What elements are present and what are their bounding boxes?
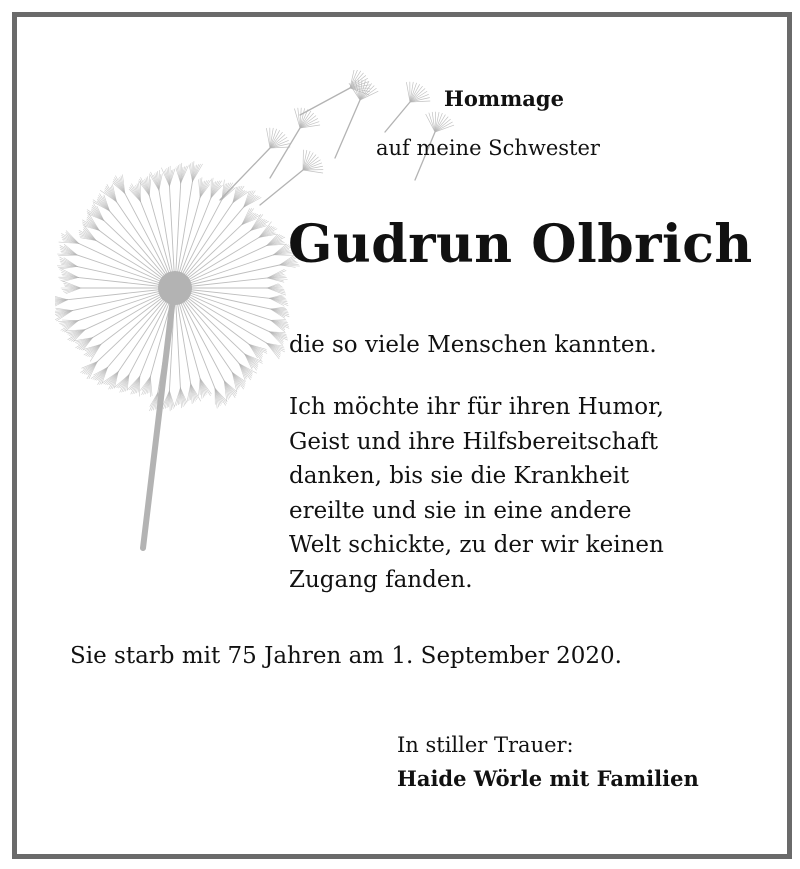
message-line: danken, bis sie die Krankheit xyxy=(289,463,630,489)
intro-text: die so viele Menschen kannten. xyxy=(289,332,657,358)
deceased-name: Gudrun Olbrich xyxy=(288,214,753,275)
message-line: ereilte und sie in eine andere xyxy=(289,497,632,524)
message-text xyxy=(289,390,664,597)
mourning-label: In stiller Trauer: xyxy=(397,733,574,757)
message-line: Welt schickte, zu der wir keinen xyxy=(289,532,664,558)
mourners-names: Haide Wörle mit Familien xyxy=(397,766,699,791)
notice-subheading: auf meine Schwester xyxy=(376,136,600,160)
message-line: Geist und ihre Hilfsbereitschaft xyxy=(289,428,659,455)
death-statement: Sie starb mit 75 Jahren am 1. September 2020. xyxy=(70,643,622,669)
message-line: Zugang fanden. xyxy=(289,566,473,593)
notice-heading: Hommage xyxy=(444,86,564,111)
message-line: Ich möchte ihr für ihren Humor, xyxy=(289,394,664,420)
